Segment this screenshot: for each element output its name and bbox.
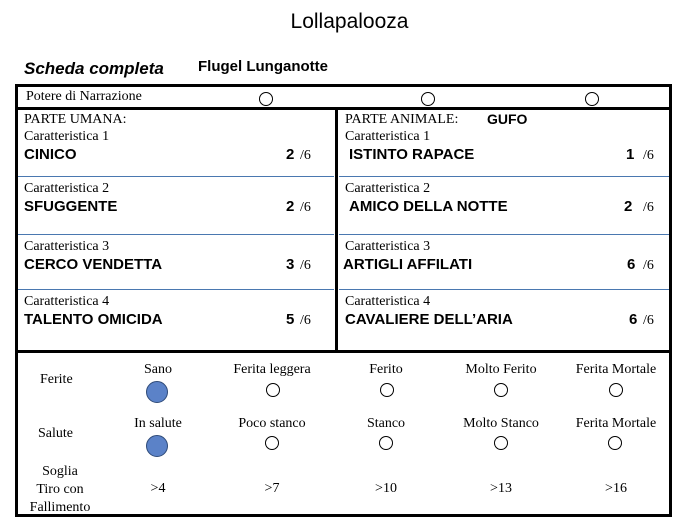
human-trait-4-max: /6 [300,313,311,328]
threshold-label-line: Tiro con [36,482,84,497]
threshold-label-line: Soglia [42,464,78,479]
sheet-label: Scheda completa [24,59,164,78]
animal-trait-3-value[interactable]: 6 [627,256,636,273]
page-title: Lollapalooza [290,10,409,33]
animal-trait-3-caption: Caratteristica 3 [345,239,431,254]
threshold-value: >7 [264,481,280,496]
wound-radio[interactable] [494,383,508,397]
separator [18,176,334,177]
health-option-label: In salute [134,416,182,431]
health-radio-selected[interactable] [146,435,168,457]
character-name: Flugel Lunganotte [198,58,328,75]
threshold-value: >13 [490,481,512,496]
center-divider [335,107,338,351]
health-option-label: Ferita Mortale [575,416,657,431]
threshold-label [20,463,100,517]
status-divider [15,350,672,353]
narration-point-3[interactable] [585,92,599,106]
animal-trait-4-name: CAVALIERE DELL’ARIA [345,311,513,328]
separator [339,176,669,177]
narration-point-2[interactable] [421,92,435,106]
threshold-value: >4 [150,481,166,496]
animal-name: GUFO [487,111,528,127]
animal-trait-4-caption: Caratteristica 4 [345,294,431,309]
narration-label: Potere di Narrazione [26,89,142,104]
animal-trait-1-caption: Caratteristica 1 [345,129,431,144]
separator [18,289,334,290]
human-trait-1-name: CINICO [24,146,77,163]
wound-option-label: Ferito [369,362,403,377]
human-trait-4-name: TALENTO OMICIDA [24,311,163,328]
human-trait-2-name: SFUGGENTE [24,198,118,215]
health-option-label: Molto Stanco [463,416,539,431]
wound-option-label: Sano [144,362,172,377]
animal-section-label: PARTE ANIMALE: [345,112,459,127]
wound-option-label: Molto Ferito [465,362,537,377]
health-radio[interactable] [608,436,622,450]
health-radio[interactable] [494,436,508,450]
animal-trait-1-value[interactable]: 1 [626,146,635,163]
human-trait-1-caption: Caratteristica 1 [24,129,110,144]
animal-trait-4-value[interactable]: 6 [629,311,638,328]
human-trait-1-value[interactable]: 2 [286,146,295,163]
human-trait-2-value[interactable]: 2 [286,198,295,215]
wound-option-label: Ferita Mortale [575,362,657,377]
health-option-label: Stanco [366,416,406,431]
human-section-label: PARTE UMANA: [24,112,127,127]
animal-trait-1-name: ISTINTO RAPACE [349,146,475,163]
human-trait-2-caption: Caratteristica 2 [24,181,110,196]
human-trait-3-max: /6 [300,258,311,273]
animal-trait-1-max: /6 [643,148,654,163]
animal-trait-3-name: ARTIGLI AFFILATI [343,256,473,273]
animal-trait-2-name: AMICO DELLA NOTTE [349,198,508,215]
human-trait-3-name: CERCO VENDETTA [24,256,163,273]
human-trait-1-max: /6 [300,148,311,163]
wound-radio-selected[interactable] [146,381,168,403]
health-radio[interactable] [265,436,279,450]
animal-trait-3-max: /6 [643,258,654,273]
separator [339,289,669,290]
human-trait-4-caption: Caratteristica 4 [24,294,110,309]
animal-trait-2-value[interactable]: 2 [624,198,633,215]
threshold-value: >10 [375,481,397,496]
wound-radio[interactable] [266,383,280,397]
human-trait-2-max: /6 [300,200,311,215]
human-trait-3-caption: Caratteristica 3 [24,239,110,254]
threshold-label-line: Fallimento [29,500,91,515]
wound-radio[interactable] [380,383,394,397]
separator [18,234,334,235]
health-option-label: Poco stanco [238,416,306,431]
character-sheet-frame [15,84,672,517]
health-radio[interactable] [379,436,393,450]
health-label: Salute [38,426,73,441]
animal-trait-4-max: /6 [643,313,654,328]
narration-point-1[interactable] [259,92,273,106]
human-trait-3-value[interactable]: 3 [286,256,295,273]
narration-divider [15,107,672,110]
wound-radio[interactable] [609,383,623,397]
human-trait-4-value[interactable]: 5 [286,311,295,328]
animal-trait-2-max: /6 [643,200,654,215]
wounds-label: Ferite [40,372,73,387]
animal-trait-2-caption: Caratteristica 2 [345,181,431,196]
wound-option-label: Ferita leggera [233,362,311,377]
threshold-value: >16 [605,481,627,496]
separator [339,234,669,235]
